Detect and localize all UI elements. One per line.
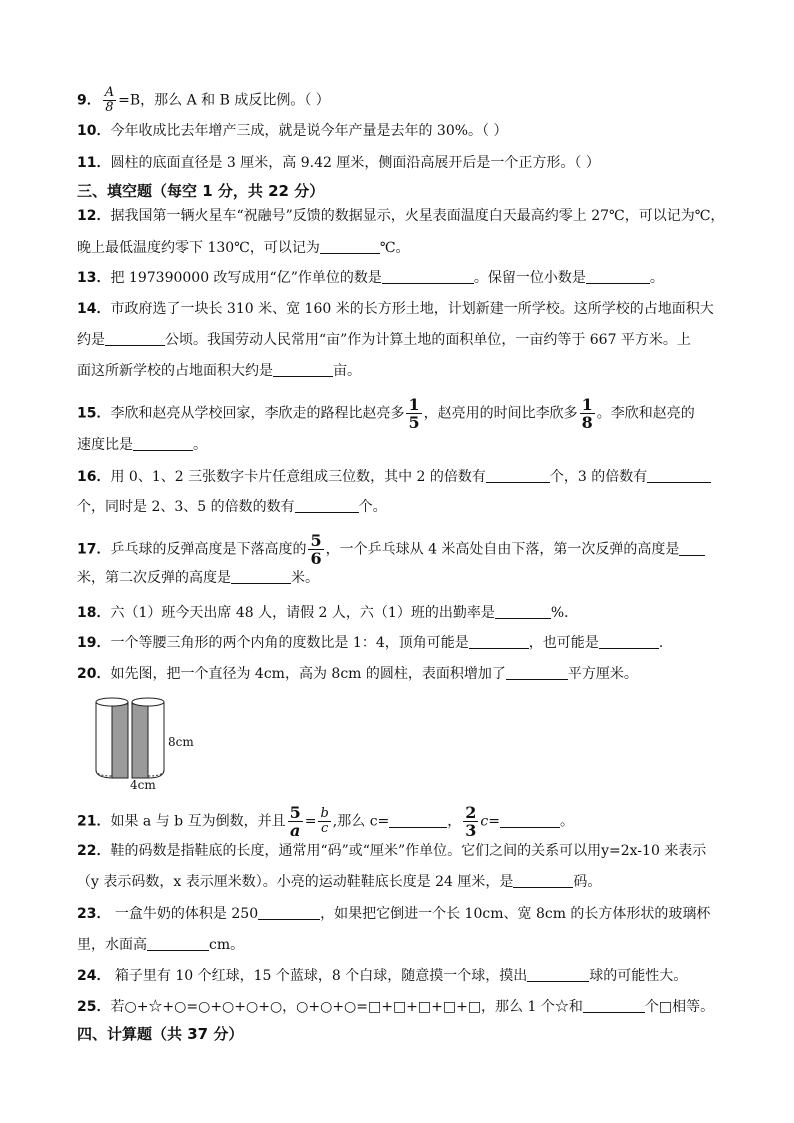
answer-blank[interactable] xyxy=(469,634,529,649)
question-17-line-2: 米，第二次反弹的高度是 米。 xyxy=(77,570,319,586)
answer-blank[interactable] xyxy=(679,541,705,556)
section-heading-calculation: 四、计算题（共 37 分） xyxy=(77,1025,244,1043)
question-22-line-2: （y 表示码数，x 表示厘米数）。小亮的运动鞋鞋底长度是 24 厘米，是 码。 xyxy=(77,874,602,890)
question-text: 圆柱的底面直径是 3 厘米，高 9.42 厘米，侧面沿高展开后是一个正方形。（ ） xyxy=(110,155,600,171)
answer-blank[interactable] xyxy=(258,905,320,920)
question-12 xyxy=(77,206,724,226)
left-cut-face xyxy=(112,704,128,778)
question-text: =B，那么 A 和 B 成反比例。（ ） xyxy=(118,92,330,109)
question-13: 13．把 197390000 改写成用“亿”作单位的数是 。保留一位小数是 。 xyxy=(77,270,664,286)
question-number: 14． xyxy=(77,301,111,317)
width-label: 4cm xyxy=(130,778,156,790)
question-20: 20．如先图，把一个直径为 4cm，高为 8cm 的圆柱，表面积增加了 平方厘米。 xyxy=(77,666,638,682)
fraction: $\frac{A}{8}$ xyxy=(104,85,115,115)
answer-blank[interactable] xyxy=(586,269,650,284)
answer-blank[interactable] xyxy=(295,498,359,513)
question-14-line-2: 约是 公顷。我国劳动人民常用“亩”作为计算土地的面积单位，一亩约等于 667 平方米。上 xyxy=(77,332,691,348)
answer-blank[interactable] xyxy=(231,569,291,584)
question-number: 16． xyxy=(77,469,111,485)
right-cut-face xyxy=(132,704,148,778)
fraction: $\frac{5}{6}$ xyxy=(310,531,322,568)
question-number: 18． xyxy=(77,605,111,621)
fraction: $\frac{1}{8}$ xyxy=(581,395,593,432)
question-number: 19． xyxy=(77,635,111,651)
answer-blank[interactable] xyxy=(273,362,333,377)
question-number: 25． xyxy=(77,999,111,1015)
fraction: $\frac{5}{a}$ xyxy=(289,803,301,840)
question-14-line-3: 面这所新学校的占地面积大约是 亩。 xyxy=(77,363,361,379)
question-text: 据我国第一辆火星车“祝融号”反馈的数据显示，火星表面温度白天最高约零上 27℃，可以记为℃， xyxy=(110,208,725,224)
cylinder-cut-figure xyxy=(92,692,212,790)
question-number: 15． xyxy=(77,405,111,422)
question-15: 15．李欣和赵亮从学校回家，李欣走的路程比赵亮多 $\frac{1}{5}$ ，赵亮用的时间比李欣多 $\frac{1}{8}$ 。李欣和赵亮的 xyxy=(77,395,695,432)
height-label: 8cm xyxy=(168,735,194,749)
question-23-line-2: 里，水面高 cm。 xyxy=(77,937,245,953)
answer-blank[interactable] xyxy=(527,967,589,982)
answer-blank[interactable] xyxy=(495,604,551,619)
answer-blank[interactable] xyxy=(382,269,474,284)
question-16-line-2: 个，同时是 2、3、5 的倍数的数有 个。 xyxy=(77,499,387,515)
answer-blank[interactable] xyxy=(320,239,380,254)
question-22: 22．鞋的码数是指鞋底的长度，通常用“码”或“厘米”作单位。它们之间的关系可以用y=2x-10 来表示 xyxy=(77,843,707,859)
answer-blank[interactable] xyxy=(500,813,560,828)
question-9 xyxy=(77,86,330,115)
answer-blank[interactable] xyxy=(513,873,573,888)
question-number: 21． xyxy=(77,813,111,830)
question-number: 24． xyxy=(77,968,111,984)
question-15-line-2: 速度比是 。 xyxy=(77,437,207,453)
question-number: 12． xyxy=(77,208,111,224)
fraction: $\frac{2}{3}$ xyxy=(465,803,477,840)
question-23: 23． 一盒牛奶的体积是 250 ，如果把它倒进一个长 10cm、宽 8cm 的长方体形状的玻璃杯 xyxy=(77,906,711,922)
question-19: 19．一个等腰三角形的两个内角的度数比是 1：4，顶角可能是 ，也可能是 . xyxy=(77,635,664,651)
section-heading-fill-blanks: 三、填空题（每空 1 分，共 22 分） xyxy=(77,182,325,200)
answer-blank[interactable] xyxy=(583,998,645,1013)
answer-blank[interactable] xyxy=(147,936,209,951)
answer-blank[interactable] xyxy=(599,634,659,649)
question-11 xyxy=(77,153,600,173)
question-number: 13． xyxy=(77,270,111,286)
question-12-line-2: 晚上最低温度约零下 130℃，可以记为 ℃。 xyxy=(77,240,410,256)
question-number: 22． xyxy=(77,843,111,859)
question-number: 9． xyxy=(77,92,101,109)
answer-blank[interactable] xyxy=(133,436,193,451)
fraction: $\frac{1}{5}$ xyxy=(408,395,420,432)
question-21: 21．如果 a 与 b 互为倒数，并且 $\frac{5}{a}$ = $\frac{b}{c}$ ,那么 c= ， $\frac{2}{3}$ c= 。 xyxy=(77,803,574,840)
question-number: 20． xyxy=(77,666,111,682)
question-text: 今年收成比去年增产三成，就是说今年产量是去年的 30%。（ ） xyxy=(110,123,508,139)
question-16: 16．用 0、1、2 三张数字卡片任意组成三位数，其中 2 的倍数有 个，3 的倍数有 xyxy=(77,467,711,487)
question-18: 18．六（1）班今天出席 48 人，请假 2 人，六（1）班的出勤率是 %． xyxy=(77,605,579,621)
fraction: $\frac{b}{c}$ xyxy=(320,806,329,836)
answer-blank[interactable] xyxy=(506,665,568,680)
question-24: 24． 箱子里有 10 个红球，15 个蓝球，8 个白球，随意摸一个球，摸出 球的可能性大。 xyxy=(77,968,688,984)
answer-blank[interactable] xyxy=(486,468,550,483)
question-number: 23． xyxy=(77,906,111,922)
answer-blank[interactable] xyxy=(647,468,711,483)
question-number: 11． xyxy=(77,155,111,171)
answer-blank[interactable] xyxy=(105,331,165,346)
question-25: 25．若○+☆+○=○+○+○+○，○+○+○=□+□+□+□+□，那么 1 个☆和 个□相等。 xyxy=(77,999,715,1015)
question-17: 17．乒乓球的反弹高度是下落高度的 $\frac{5}{6}$ ，一个乒乓球从 4 米高处自由下落，第一次反弹的高度是 xyxy=(77,532,705,567)
question-number: 10． xyxy=(77,123,111,139)
question-14: 14．市政府选了一块长 310 米、宽 160 米的长方形土地，计划新建一所学校。这所学校的占地面积大 xyxy=(77,301,714,317)
answer-blank[interactable] xyxy=(389,813,447,828)
question-10 xyxy=(77,121,508,141)
question-number: 17． xyxy=(77,541,111,558)
